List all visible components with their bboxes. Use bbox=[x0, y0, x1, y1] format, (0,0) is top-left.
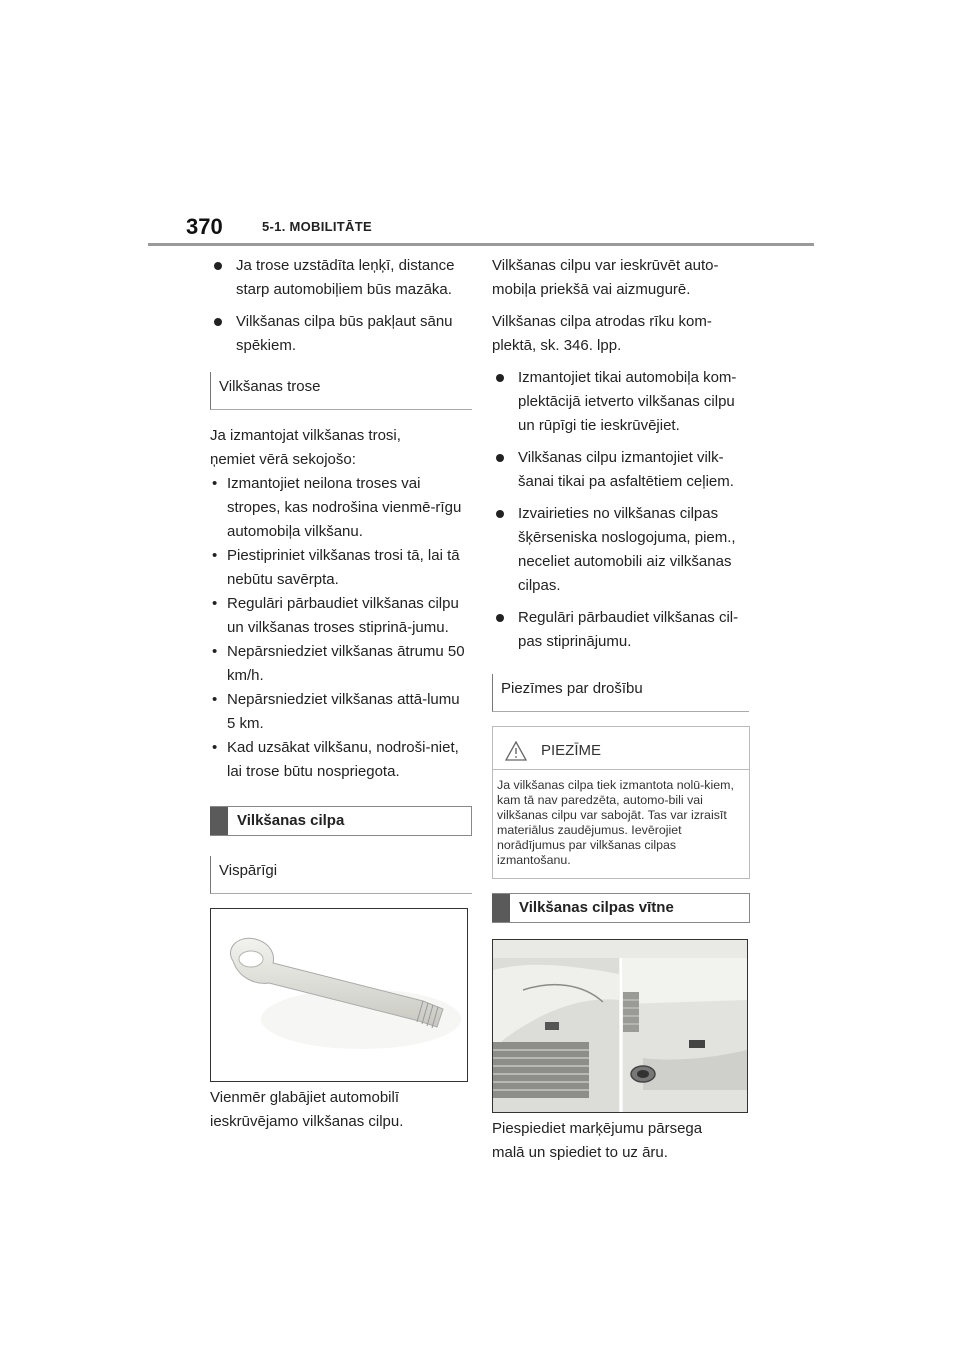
section-bar-vilksanas-cilpa bbox=[210, 806, 472, 836]
bullet-dot-icon bbox=[214, 262, 222, 270]
tow-hook-caption: Vienmēr glabājiet automobilī ieskrūvējamo vilkšanas cilpu. bbox=[210, 1089, 404, 1130]
bullet-dot-icon bbox=[496, 614, 504, 622]
tow-hook-illustration bbox=[211, 909, 467, 1081]
notice-box bbox=[492, 726, 750, 879]
list-item: Izmantojiet tikai automobiļa kom-plektācijā ietverto vilkšanas cilpu un rūpīgi tie ieskrūvējiet. bbox=[492, 366, 754, 438]
subheading-visparigi: Vispārīgi bbox=[210, 856, 472, 894]
header-rule bbox=[148, 243, 814, 246]
list-item: Vilkšanas cilpu izmantojiet vilk-šanai tikai pa asfaltētiem ceļiem. bbox=[492, 446, 754, 494]
right-paragraph-1: Vilkšanas cilpu var ieskrūvēt auto- mobiļa priekšā vai aizmugurē. bbox=[492, 257, 719, 298]
warning-triangle-icon bbox=[505, 741, 527, 761]
list-item: • Nepārsniedziet vilkšanas attā-lumu 5 km. bbox=[212, 691, 460, 732]
intro-paragraph: Ja izmantojat vilkšanas trosi, ņemiet vērā sekojošo: bbox=[210, 427, 401, 468]
section-title: 5-1. MOBILITĀTE bbox=[262, 219, 372, 234]
notice-title: PIEZĪME bbox=[541, 742, 602, 759]
bumper-caption: Piespiediet marķējumu pārsega malā un spiediet to uz āru. bbox=[492, 1120, 703, 1161]
bumper-figure bbox=[492, 939, 748, 1113]
list-item: Vilkšanas cilpa būs pakļaut sānu spēkiem. bbox=[210, 310, 472, 358]
bullet-dot-icon bbox=[214, 318, 222, 326]
bumper-cover-illustration bbox=[493, 940, 747, 1112]
list-item: • Regulāri pārbaudiet vilkšanas cilpu un vilkšanas troses stiprinā-jumu. bbox=[212, 595, 459, 636]
front-bumper-photo bbox=[493, 958, 619, 1112]
notice-header bbox=[493, 727, 749, 769]
list-item: Izvairieties no vilkšanas cilpas šķērseniska noslogojuma, piem., neceliet automobili aiz vilkšanas cilpas. bbox=[492, 502, 754, 598]
tow-hook-figure bbox=[210, 908, 468, 1082]
notice-text: Ja vilkšanas cilpa tiek izmantota nolū-kiem, kam tā nav paredzēta, automo-bili vai vilkšanas cilpu var sabojāt. Tas var izraisīt materiālus zaudējumus. Ievērojiet norādījumus par vilkšanas cilpas izmantošanu. bbox=[497, 778, 734, 867]
bullet-dot-icon bbox=[496, 454, 504, 462]
list-item: • Izmantojiet neilona troses vai stropes, kas nodrošina vienmē-rīgu automobiļa vilkšanu. bbox=[212, 475, 462, 540]
right-column bbox=[492, 254, 754, 1165]
subheading-vilksanas-trose: Vilkšanas trose bbox=[210, 372, 472, 410]
right-bullet-list bbox=[492, 366, 754, 654]
section-marker bbox=[492, 894, 510, 922]
right-paragraph-2: Vilkšanas cilpa atrodas rīku kom- plektā, sk. 346. lpp. bbox=[492, 313, 712, 354]
list-item: Regulāri pārbaudiet vilkšanas cil-pas stiprinājumu. bbox=[492, 606, 754, 654]
rear-bumper-photo bbox=[623, 958, 747, 1112]
bullet-dot-icon bbox=[496, 510, 504, 518]
bullet-dot-icon bbox=[496, 374, 504, 382]
list-item: Ja trose uzstādīta leņķī, distance starp automobiļiem būs mazāka. bbox=[210, 254, 472, 302]
section-marker bbox=[210, 807, 228, 835]
list-item: • Kad uzsākat vilkšanu, nodroši-niet, lai trose būtu nospriegota. bbox=[212, 739, 459, 780]
list-item: • Piestipriniet vilkšanas trosi tā, lai tā nebūtu savērpta. bbox=[212, 547, 460, 588]
section-label: Vilkšanas cilpas vītne bbox=[519, 899, 674, 916]
left-column bbox=[210, 254, 472, 1134]
subheading-piezimes-par-drosibu: Piezīmes par drošību bbox=[492, 674, 749, 712]
tow-rope-list bbox=[210, 472, 472, 784]
list-item: • Nepārsniedziet vilkšanas ātrumu 50 km/h. bbox=[212, 643, 465, 684]
section-label: Vilkšanas cilpa bbox=[237, 812, 345, 829]
page-number: 370 bbox=[186, 214, 223, 239]
section-bar-vilksanas-cilpas-vitne bbox=[492, 893, 750, 923]
left-bullet-list bbox=[210, 254, 472, 358]
